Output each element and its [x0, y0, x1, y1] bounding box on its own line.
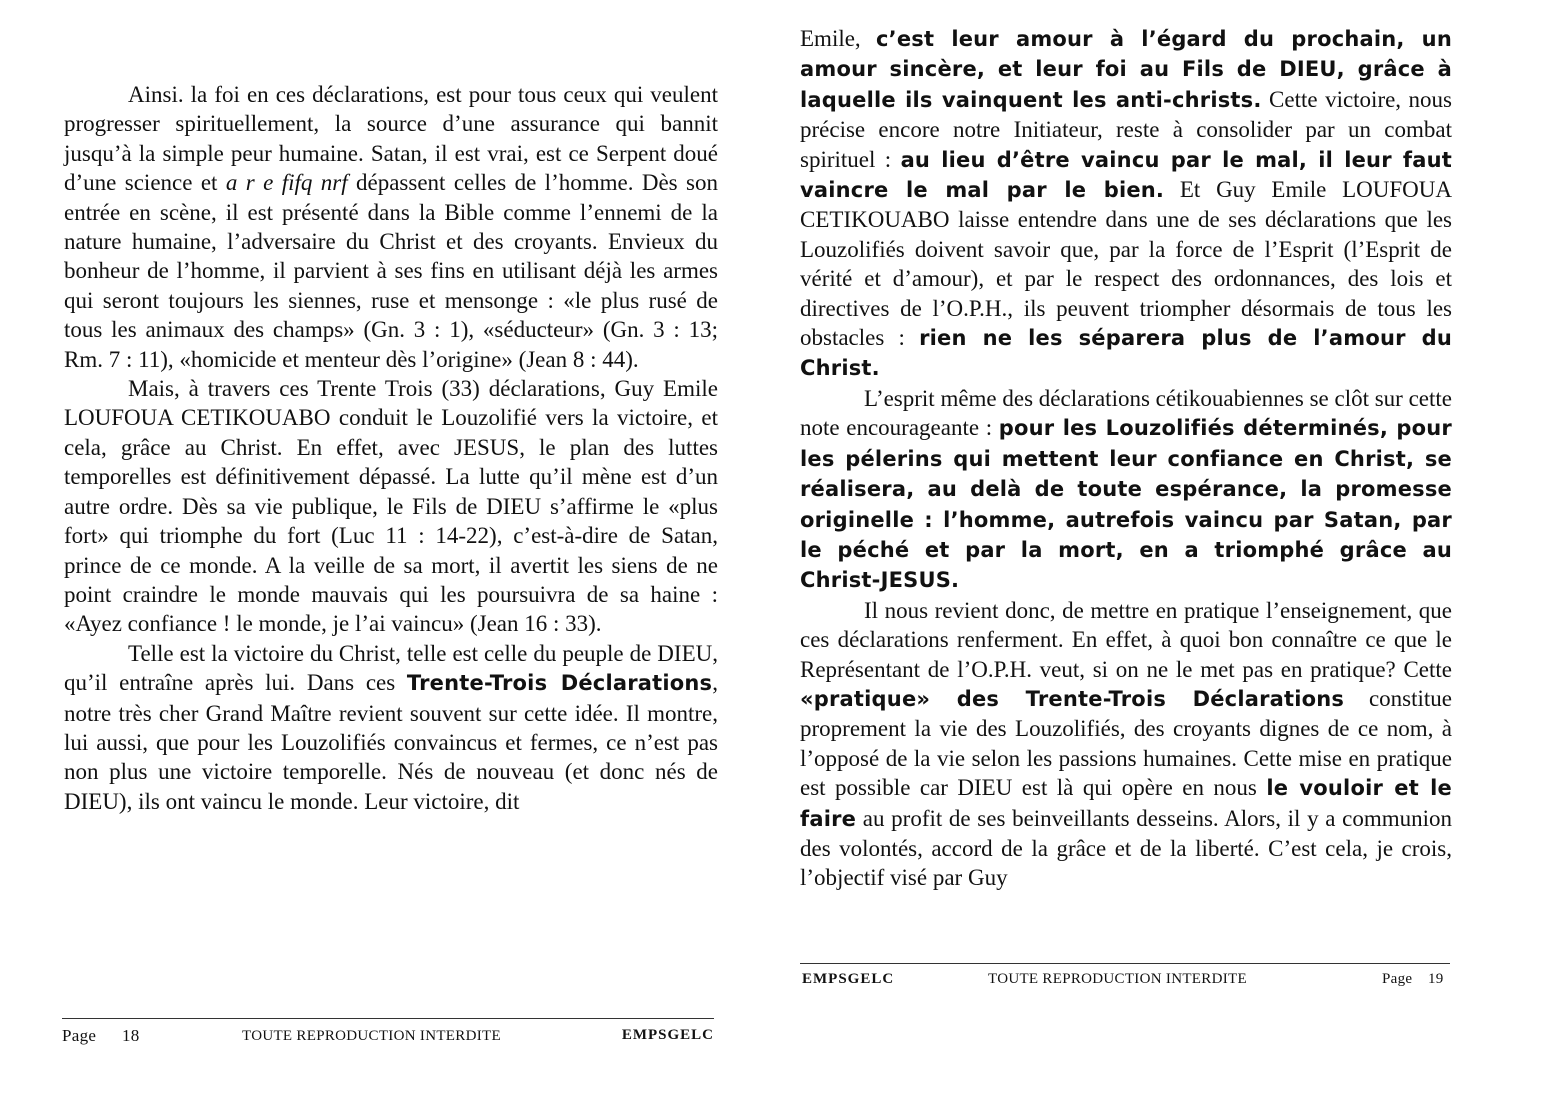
paragraph: [800, 596, 1452, 893]
text-run: dépassent celles de l’homme. Dès son entrée en scène, il est présenté dans la Bible comme l’ennemi de la nature humaine, l’adversaire du Christ et des croyants. Envieux du bonheur de l’homme, il parvient à ses fins en utilisant déjà les armes qui seront toujours les siennes, ruse et mensonge : «le plus rusé de tous les animaux des champs» (Gn. 3 : 1), «séducteur» (Gn. 3 : 13; Rm. 7 : 11), «homicide et menteur dès l’origine» (Jean 8 : 44).: [64, 170, 718, 372]
footer-publisher: EMPSGELC: [802, 971, 895, 987]
bold-text: au lieu d’être vaincu par le mal, il leur faut vaincre le mal par le bien.: [800, 147, 1452, 203]
text-run: constitue proprement la vie des Louzolifiés, des croyants dignes de ce nom, à l’opposé de la vie selon les passions humaines. Cette mise en pratique est possible car DIEU est là qui opère en nous: [800, 685, 1452, 801]
bold-text: c’est leur amour à l’égard du prochain, un amour sincère, et leur foi au Fils de DIEU, grâce à laquelle ils vainquent les anti-christs.: [800, 27, 1452, 112]
right-page-body: [800, 24, 1452, 893]
footer-notice: TOUTE REPRODUCTION INTERDITE: [242, 1028, 501, 1044]
text-run: Emile,: [800, 26, 877, 51]
paragraph: [64, 80, 718, 374]
bold-text: pour les Louzolifiés déterminés, pour les pélerins qui mettent leur confiance en Christ, se réalisera, au delà de toute espérance, la promesse originelle : l’homme, autrefois vaincu par Satan, par le péché et par la mort, en a triomphé grâce au Christ-JESUS.: [800, 416, 1452, 593]
text-run: Cette victoire, nous précise encore notre Initiateur, reste à consolider par un combat spirituel :: [800, 86, 1452, 172]
italic-text: a r e fifq nrf: [225, 170, 348, 196]
page-number: 19: [1428, 971, 1444, 987]
footer-notice: TOUTE REPRODUCTION INTERDITE: [988, 971, 1247, 987]
left-page-body: [64, 80, 718, 816]
text-run: au profit de ses beinveillants desseins. Alors, il y a communion des volontés, accord de la grâce et de la liberté. C’est cela, je crois, l’objectif visé par Guy: [800, 805, 1452, 891]
text-run: Et Guy Emile LOUFOUA CETIKOUABO laisse entendre dans une de ses déclarations que les Louzolifiés doivent savoir que, par la force de l’Esprit (l’Esprit de vérité et d’amour), et par le respect des ordonnances, des lois et directives de l’O.P.H., ils peuvent triompher désormais de tous les obstacles :: [800, 177, 1452, 351]
bold-text: rien ne les séparera plus de l’amour du Christ.: [800, 326, 1452, 381]
page-number: 18: [122, 1026, 140, 1045]
left-footer: [62, 1026, 714, 1048]
text-run: Mais, à travers ces Trente Trois (33) déclarations, Guy Emile LOUFOUA CETIKOUABO conduit le Louzolifié vers la victoire, et cela, grâce au Christ. En effet, avec JESUS, le plan des luttes temporelles est définitivement dépassé. La lutte qu’il mène est d’un autre ordre. Dès sa vie publique, le Fils de DIEU s’affirme le «plus fort» qui triomphe du fort (Luc 11 : 14-22), c’est-à-dire de Satan, prince de ce monde. A la veille de sa mort, il avertit les siens de ne point craindre le monde mauvais qui les poursuivra de sa haine : «Ayez confiance ! le monde, je l’ai vaincu» (Jean 16 : 33).: [64, 376, 718, 637]
footer-publisher: EMPSGELC: [621, 1027, 714, 1043]
text-run: L’esprit même des déclarations cétikouabiennes se clôt sur cette note encourageante :: [800, 385, 1452, 441]
left-footer-rule: [62, 1018, 714, 1019]
paragraph: [800, 24, 1452, 384]
paragraph: [800, 384, 1452, 596]
text-run: Il nous revient donc, de mettre en pratique l’enseignement, que ces déclarations renferment. En effet, à quoi bon connaître ce que le Représentant de l’O.P.H. veut, si on ne le met pas en pratique? Cette: [800, 597, 1452, 682]
bold-text: Trente-Trois Déclarations: [406, 671, 713, 696]
right-footer-rule: [800, 963, 1450, 964]
paragraph: [64, 374, 718, 639]
text-run: Telle est la victoire du Christ, telle est celle du peuple de DIEU, qu’il entraîne après lui. Dans ces: [64, 640, 718, 696]
page-label: Page: [1382, 971, 1413, 987]
page-label: Page: [62, 1026, 97, 1045]
bold-text: «pratique» des Trente-Trois Déclarations: [800, 686, 1345, 711]
paragraph: [64, 639, 718, 816]
text-run: Ainsi. la foi en ces déclarations, est pour tous ceux qui veulent progresser spirituellement, la source d’une assurance qui bannit jusqu’à la simple peur humaine. Satan, il est vrai, est ce Serpent doué d’une science et: [64, 82, 718, 196]
right-footer: [802, 970, 1446, 992]
bold-text: le vouloir et le faire: [800, 776, 1453, 831]
text-run: , notre très cher Grand Maître revient souvent sur cette idée. Il montre, lui aussi, que pour les Louzolifiés convaincus et fermes, ce n’est pas non plus une victoire temporelle. Nés de nouveau (et donc nés de DIEU), ils ont vaincu le monde. Leur victoire, dit: [64, 670, 719, 814]
